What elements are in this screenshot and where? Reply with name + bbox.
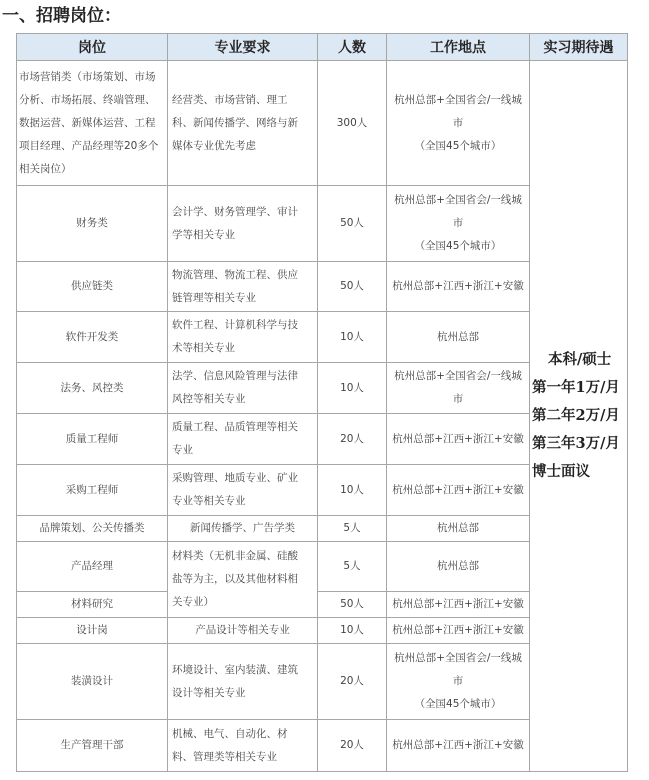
major-text: 法学、信息风险管理与法律 — [172, 370, 298, 382]
treatment-cell — [530, 61, 628, 772]
major-text: 学等相关专业 — [172, 228, 235, 241]
position-cell — [17, 592, 168, 618]
major-cell — [168, 363, 318, 414]
header-major: 专业要求 — [168, 34, 318, 61]
position-text: 生产管理干部 — [60, 739, 124, 751]
location-text: 杭州总部+江西+浙江+安徽 — [392, 483, 524, 496]
location-cell — [387, 262, 530, 312]
location-text: 杭州总部 — [437, 560, 479, 572]
count-cell: 20人 — [318, 720, 387, 772]
major-cell — [168, 720, 318, 772]
position-text: 软件开发类 — [65, 330, 119, 343]
major-text: 新闻传播学、广告学类 — [190, 522, 295, 534]
position-cell — [17, 644, 168, 720]
location-cell — [387, 618, 530, 644]
major-text: 科、新闻传播学、网络与新 — [172, 116, 298, 129]
treatment-text: 博士面议 — [532, 463, 590, 480]
major-cell — [168, 414, 318, 465]
major-text: 采购管理、地质专业、矿业 — [172, 472, 298, 484]
count-cell: 50人 — [318, 592, 387, 618]
count-cell: 10人 — [318, 618, 387, 644]
position-text: 采购工程师 — [65, 483, 119, 496]
major-text: 媒体专业优先考虑 — [172, 139, 256, 152]
major-text: 风控等相关专业 — [172, 393, 246, 405]
major-cell — [168, 644, 318, 720]
count-cell: 20人 — [318, 414, 387, 465]
header-count: 人数 — [318, 34, 387, 61]
table-row — [17, 61, 628, 186]
location-cell — [387, 186, 530, 262]
position-text: 市场营销类（市场策划、市场 — [19, 70, 156, 83]
location-cell — [387, 363, 530, 414]
position-text: 供应链类 — [71, 280, 113, 292]
location-text: 杭州总部+江西+浙江+安徽 — [392, 432, 524, 445]
major-text: 料、管理类等相关专业 — [172, 750, 277, 763]
location-text: 杭州总部+江西+浙江+安徽 — [392, 739, 524, 751]
treatment-text: 第一年1万/月 — [532, 379, 620, 396]
major-text: 产品设计等相关专业 — [195, 624, 290, 636]
location-cell — [387, 516, 530, 542]
location-text: 市 — [452, 217, 464, 229]
count-cell: 10人 — [318, 363, 387, 414]
count-cell: 10人 — [318, 465, 387, 516]
position-cell — [17, 465, 168, 516]
position-cell — [17, 262, 168, 312]
position-text: 材料研究 — [71, 598, 113, 610]
count-cell: 300人 — [318, 61, 387, 186]
location-text: 市 — [452, 675, 464, 687]
position-cell — [17, 720, 168, 772]
location-cell — [387, 720, 530, 772]
major-text: 专业等相关专业 — [172, 495, 246, 507]
major-cell — [168, 312, 318, 363]
header-treatment: 实习期待遇 — [530, 34, 628, 61]
treatment-text: 本科/硕士 — [548, 351, 612, 368]
location-cell — [387, 312, 530, 363]
major-text: 关专业） — [172, 596, 214, 608]
count-cell: 50人 — [318, 262, 387, 312]
header-position: 岗位 — [17, 34, 168, 61]
major-cell — [168, 618, 318, 644]
location-text: 杭州总部 — [437, 330, 479, 343]
location-cell — [387, 414, 530, 465]
position-text: 法务、风控类 — [60, 381, 124, 394]
major-text: 经营类、市场营销、理工 — [172, 93, 288, 106]
major-cell — [168, 465, 318, 516]
major-text: 质量工程、品质管理等相关 — [172, 421, 298, 433]
major-text: 软件工程、计算机科学与技 — [172, 319, 298, 331]
location-text: （全国45个城市） — [414, 139, 502, 152]
position-cell — [17, 414, 168, 465]
major-cell — [168, 542, 318, 618]
position-cell — [17, 363, 168, 414]
major-text: 物流管理、物流工程、供应 — [172, 268, 298, 281]
location-text: 杭州总部+江西+浙江+安徽 — [392, 624, 524, 636]
count-cell: 5人 — [318, 516, 387, 542]
major-cell — [168, 516, 318, 542]
major-text: 专业 — [172, 444, 193, 456]
position-cell — [17, 312, 168, 363]
major-text: 机械、电气、自动化、材 — [172, 727, 288, 740]
position-text: 分析、市场拓展、终端管理、 — [19, 93, 156, 106]
location-text: 杭州总部+全国省会/一线城 — [394, 93, 522, 106]
treatment-text: 第三年3万/月 — [532, 435, 620, 452]
position-cell — [17, 618, 168, 644]
location-text: 市 — [452, 116, 464, 129]
position-cell — [17, 186, 168, 262]
position-cell — [17, 542, 168, 592]
position-text: 数据运营、新媒体运营、工程 — [19, 116, 156, 129]
location-cell — [387, 592, 530, 618]
location-cell — [387, 644, 530, 720]
major-text: 盐等为主，以及其他材料相 — [172, 573, 298, 585]
position-text: 品牌策划、公关传播类 — [39, 522, 145, 534]
position-text: 设计岗 — [76, 624, 108, 636]
location-text: 杭州总部+江西+浙江+安徽 — [392, 280, 524, 292]
location-text: （全国45个城市） — [414, 698, 502, 710]
position-cell — [17, 61, 168, 186]
major-cell — [168, 262, 318, 312]
header-location: 工作地点 — [387, 34, 530, 61]
location-text: 杭州总部+全国省会/一线城 — [394, 194, 522, 206]
position-cell — [17, 516, 168, 542]
treatment-text: 第二年2万/月 — [532, 407, 620, 424]
major-cell — [168, 61, 318, 186]
count-cell: 5人 — [318, 542, 387, 592]
major-text: 设计等相关专业 — [172, 686, 246, 699]
major-text: 会计学、财务管理学、审计 — [172, 205, 298, 218]
location-text: 杭州总部+全国省会/一线城 — [394, 370, 522, 382]
position-text: 产品经理 — [71, 560, 113, 572]
position-text: 质量工程师 — [65, 432, 119, 445]
position-text: 相关岗位） — [19, 162, 72, 175]
location-text: 杭州总部 — [437, 522, 479, 534]
count-cell: 20人 — [318, 644, 387, 720]
major-text: 链管理等相关专业 — [172, 291, 256, 304]
position-text: 项目经理、产品经理等20多个 — [19, 139, 159, 152]
major-text: 术等相关专业 — [172, 342, 235, 354]
position-text: 装潢设计 — [71, 675, 113, 687]
count-cell: 50人 — [318, 186, 387, 262]
location-cell — [387, 61, 530, 186]
position-text: 财务类 — [76, 217, 108, 229]
section-heading: 一、招聘岗位： — [2, 6, 121, 26]
major-text: 环境设计、室内装潢、建筑 — [172, 663, 298, 676]
major-cell — [168, 186, 318, 262]
location-text: 杭州总部+全国省会/一线城 — [394, 652, 522, 664]
table-header-row — [17, 34, 628, 61]
location-text: （全国45个城市） — [414, 240, 502, 252]
major-text: 材料类（无机非金属、硅酸 — [172, 550, 298, 562]
recruitment-table — [16, 33, 628, 772]
location-cell — [387, 465, 530, 516]
count-cell: 10人 — [318, 312, 387, 363]
location-text: 市 — [452, 393, 464, 405]
location-text: 杭州总部+江西+浙江+安徽 — [392, 598, 524, 610]
location-cell — [387, 542, 530, 592]
